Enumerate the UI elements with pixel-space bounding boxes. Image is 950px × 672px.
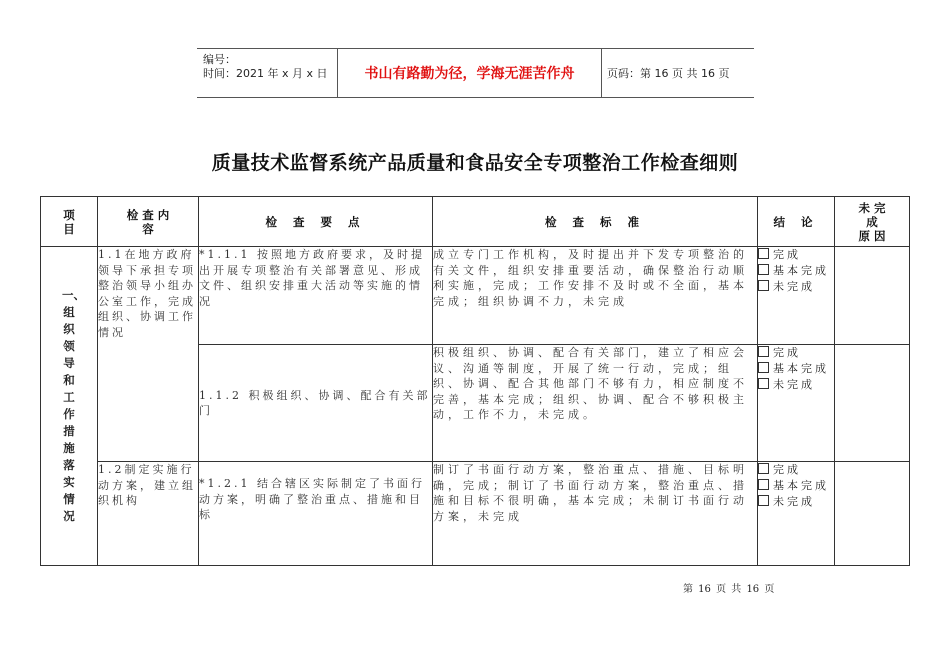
column-header-reason: 未 完 成 原 因 [835,197,910,247]
checkbox-complete[interactable] [758,463,769,474]
document-number-label: 编号： [203,53,236,66]
header-slogan: 书山有路勤为径，学海无涯苦作舟 [337,49,602,97]
page-footer: 第 16 页 共 16 页 [683,584,775,595]
checkbox-incomplete[interactable] [758,280,769,291]
check-point-cell: *1.2.1 结合辖区实际制定了书面行动方案，明确了整治重点、措施和目标 [199,462,433,566]
checkbox-complete[interactable] [758,346,769,357]
reason-cell[interactable] [835,247,910,345]
check-standard-cell: 积极组织、协调、配合有关部门，建立了相应会议、沟通等制度，开展了统一行动，完成；组织、协调、配合其他部门不够有力，相应制度不完善，基本完成；组织、协调、配合不够积极主动，工作不力，未完成。 [433,345,758,462]
checkbox-basically-complete[interactable] [758,479,769,490]
reason-cell[interactable] [835,462,910,566]
checkbox-incomplete[interactable] [758,378,769,389]
check-point-cell: 1.1.2 积极组织、协调、配合有关部门 [199,345,433,462]
document-date-label: 时间：2021 年 x 月 x 日 [203,67,328,80]
check-standard-cell: 制订了书面行动方案，整治重点、措施、目标明确，完成；制订了书面行动方案，整治重点、措施和目标不很明确，基本完成；未制订书面行动方案，未完成 [433,462,758,566]
check-content-cell: 1.2制定实施行动方案，建立组织机构 [98,462,199,566]
check-point-cell: *1.1.1 按照地方政府要求，及时提出开展专项整治有关部署意见、形成文件、组织安排重大活动等实施的情况 [199,247,433,345]
section-cell [41,247,98,566]
check-content-cell: 1.1在地方政府领导下承担专项整治领导小组办公室工作，完成组织、协调工作情况 [98,247,199,462]
page-header [197,48,754,98]
checkbox-basically-complete[interactable] [758,362,769,373]
checkbox-basically-complete[interactable] [758,264,769,275]
check-standard-cell: 成立专门工作机构，及时提出并下发专项整治的有关文件，组织安排重要活动，确保整治行动顺利实施，完成；工作安排不及时或不全面，基本完成；组织协调不力，未完成 [433,247,758,345]
column-header-content: 检 查 内 容 [98,197,199,247]
checkbox-incomplete[interactable] [758,495,769,506]
document-title: 质量技术监督系统产品质量和食品安全专项整治工作检查细则 [211,152,739,174]
inspection-table [40,196,910,566]
header-meta [197,49,337,97]
conclusion-cell: 完成 基本完成 未完成 [758,462,835,566]
conclusion-cell: 完成 基本完成 未完成 [758,345,835,462]
checkbox-complete[interactable] [758,248,769,259]
column-header-points: 检 查 要 点 [199,197,433,247]
conclusion-cell: 完成 基本完成 未完成 [758,247,835,345]
reason-cell[interactable] [835,345,910,462]
section-label: 一、组织领导和工作措施落实情况 [62,288,85,523]
column-header-conclusion: 结 论 [758,197,835,247]
table-row [41,247,910,345]
table-row [41,462,910,566]
table-header-row [41,197,910,247]
column-header-item: 项 目 [41,197,98,247]
header-page-label: 页码：第 16 页 共 16 页 [607,67,730,80]
column-header-standards: 检 查 标 准 [433,197,758,247]
